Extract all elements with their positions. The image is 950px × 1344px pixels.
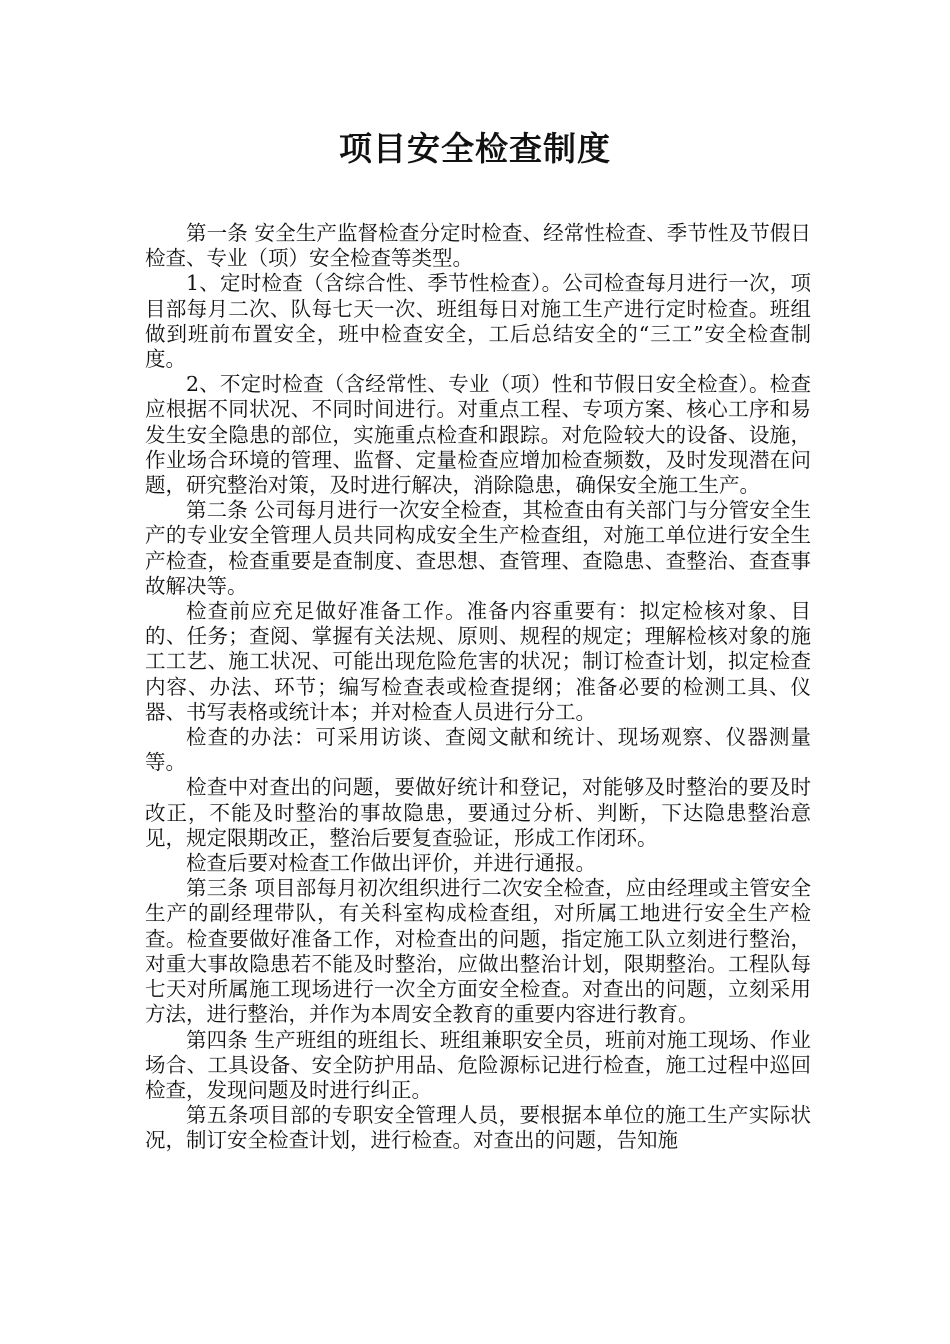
paragraph-issue-handling: 检查中对查出的问题，要做好统计和登记，对能够及时整治的要及时改正，不能及时整治的事故隐患，要通过分析、判断，下达隐患整治意见，规定限期改正，整治后要复查验证，形成工作闭环。 xyxy=(145,775,811,850)
document-title: 项目安全检查制度 xyxy=(339,129,611,168)
paragraph-preparation: 检查前应充足做好准备工作。准备内容重要有：拟定检核对象、目的、任务；查阅、掌握有关法规、原则、规程的规定；理解检核对象的施工工艺、施工状况、可能出现危险危害的状况；制订检查计划，拟定检查内容、办法、环节；编写检查表或检查提纲；准备必要的检测工具、仪器、书写表格或统计本；并对检查人员进行分工。 xyxy=(145,599,811,724)
paragraph-evaluation: 检查后要对检查工作做出评价，并进行通报。 xyxy=(186,851,596,876)
paragraph-article-5: 第五条项目部的专职安全管理人员，要根据本单位的施工生产实际状况，制订安全检查计划，进行检查。对查出的问题，告知施 xyxy=(145,1103,811,1153)
paragraph-methods: 检查的办法：可采用访谈、查阅文献和统计、现场观察、仪器测量等。 xyxy=(145,725,811,775)
paragraph-scheduled-inspection: 1、定时检查（含综合性、季节性检查）。公司检查每月进行一次，项目部每月二次、队每七天一次、班组每日对施工生产进行定时检查。班组做到班前布置安全，班中检查安全，工后总结安全的“三工”安全检查制度。 xyxy=(145,271,811,372)
paragraph-article-4: 第四条 生产班组的班组长、班组兼职安全员，班前对施工现场、作业场合、工具设备、安全防护用品、危险源标记进行检查，施工过程中巡回检查，发现问题及时进行纠正。 xyxy=(145,1027,811,1102)
paragraph-article-3: 第三条 项目部每月初次组织进行二次安全检查，应由经理或主管安全生产的副经理带队，有关科室构成检查组，对所属工地进行安全生产检查。检查要做好准备工作，对检查出的问题，指定施工队立刻进行整治，对重大事故隐患若不能及时整治，应做出整治计划，限期整治。工程队每七天对所属施工现场进行一次全方面安全检查。对查出的问题，立刻采用方法，进行整治，并作为本周安全教育的重要内容进行教育。 xyxy=(145,876,811,1027)
paragraph-article-1: 第一条 安全生产监督检查分定时检查、经常性检查、季节性及节假日检查、专业（项）安全检查等类型。 xyxy=(145,221,811,271)
paragraph-article-2: 第二条 公司每月进行一次安全检查，其检查由有关部门与分管安全生产的专业安全管理人员共同构成安全生产检查组，对施工单位进行安全生产检查，检查重要是查制度、查思想、查管理、查隐患、查整治、查查事故解决等。 xyxy=(145,498,811,598)
paragraph-unscheduled-inspection: 2、不定时检查（含经常性、专业（项）性和节假日安全检查）。检查应根据不同状况、不同时间进行。对重点工程、专项方案、核心工序和易发生安全隐患的部位，实施重点检查和跟踪。对危险较大的设备、设施，作业场合环境的管理、监督、定量检查应增加检查频数，及时发现潜在问题，研究整治对策，及时进行解决，消除隐患，确保安全施工生产。 xyxy=(145,372,811,498)
document-body xyxy=(145,221,811,1154)
